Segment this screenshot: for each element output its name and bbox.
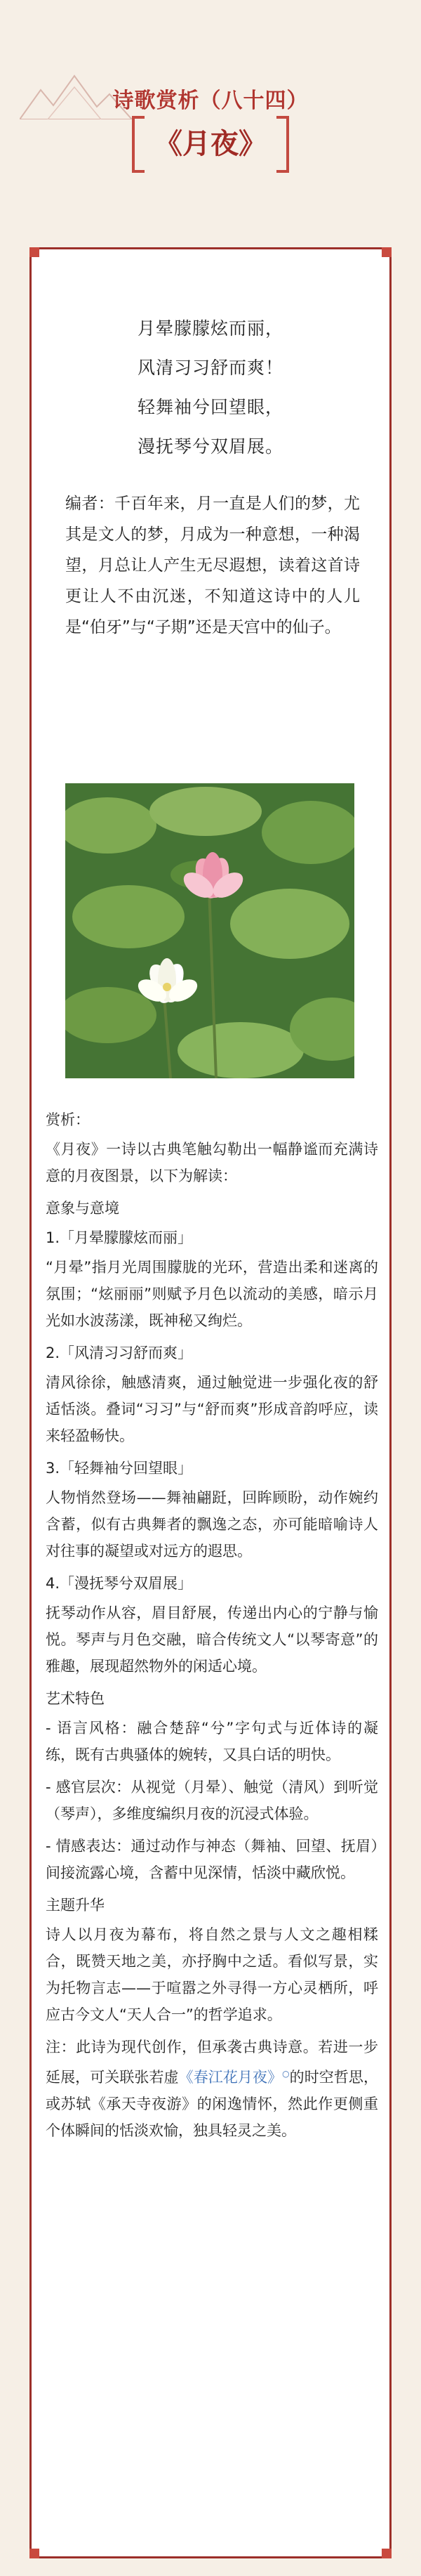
lotus-photo	[65, 783, 354, 1078]
theme-text: 诗人以月夜为幕布，将自然之景与人文之趣相糅合，既赞天地之美，亦抒胸中之适。看似写景，实为托物言志——于喧嚣之外寻得一方心灵栖所，呼应古今文人“天人合一”的哲学追求。	[46, 1926, 378, 2023]
section-heading: 艺术特色	[46, 1690, 105, 1707]
corner-ornament	[29, 247, 39, 257]
note-paragraph	[46, 2034, 378, 2144]
corner-ornament	[382, 247, 392, 257]
corner-ornament	[382, 2549, 392, 2558]
item-heading: 1.「月晕朦朦炫而丽」	[46, 1229, 193, 1246]
footnote-marker: ○	[282, 2069, 290, 2079]
note-prefix: 注：此诗为现代创作，但承袭古典诗意。若进一步延展，可关联张若虚	[46, 2039, 378, 2086]
item-heading: 2.「风清习习舒而爽」	[46, 1345, 193, 1361]
poem-title: 《月夜》	[135, 116, 286, 167]
appreciation-section	[46, 1106, 378, 2150]
poem-line: 风清习习舒而爽！	[137, 358, 283, 378]
poem-line: 月晕朦朦炫而丽，	[137, 318, 283, 339]
feature-item: - 语言风格：融合楚辞“兮”字句式与近体诗的凝练，既有古典骚体的婉转，又具白话的明快。	[46, 1720, 378, 1763]
note-suffix: 的时空哲思，或苏轼《承天寺夜游》的闲逸情怀，然此作更侧重个体瞬间的恬淡欢愉，独具轻灵之美。	[46, 2069, 379, 2139]
poem-line: 漫抚琴兮双眉展。	[137, 436, 283, 457]
corner-ornament	[29, 2549, 39, 2558]
editor-note: 编者：千百年来，月一直是人们的梦，尤其是文人的梦，月成为一种意想，一种渴望，月总让人产生无尽遐想，读着这首诗更让人不由沉迷，不知道这诗中的人儿是“伯牙”与“子期”还是天宫中的仙子。	[65, 495, 360, 636]
feature-item: - 感官层次：从视觉（月晕）、触觉（清风）到听觉（琴声），多维度编织月夜的沉浸式体验。	[46, 1779, 378, 1822]
appreciation-intro: 《月夜》一诗以古典笔触勾勒出一幅静谧而充满诗意的月夜图景，以下为解读：	[46, 1141, 378, 1184]
poem-body	[32, 309, 389, 466]
item-text: 清风徐徐，触感清爽，通过触觉进一步强化夜的舒适恬淡。叠词“习习”与“舒而爽”形成音韵呼应，读来轻盈畅快。	[46, 1374, 378, 1444]
item-text: “月晕”指月光周围朦胧的光环，营造出柔和迷离的氛围；“炫丽丽”则赋予月色以流动的美感，暗示月光如水波荡漾，既神秘又绚烂。	[46, 1259, 378, 1329]
section-heading: 意象与意境	[46, 1200, 119, 1217]
series-subtitle: 诗歌赏析（八十四）	[112, 89, 309, 113]
note-link[interactable]: 《春江花月夜》	[178, 2069, 283, 2086]
header	[0, 0, 421, 246]
item-heading: 3.「轻舞袖兮回望眼」	[46, 1460, 193, 1477]
title-wrap	[0, 116, 421, 167]
section-heading: 主题升华	[46, 1897, 105, 1914]
content-card	[29, 247, 392, 2558]
feature-item: - 情感表达：通过动作与神态（舞袖、回望、抚眉）间接流露心境，含蓄中见深情，恬淡中藏欣悦。	[46, 1838, 378, 1881]
poem-line: 轻舞袖兮回望眼，	[137, 397, 283, 417]
item-text: 抚琴动作从容，眉目舒展，传递出内心的宁静与愉悦。琴声与月色交融，暗合传统文人“以琴寄意”的雅趣，展现超然物外的闲适心境。	[46, 1604, 378, 1675]
item-text: 人物悄然登场——舞袖翩跹，回眸顾盼，动作婉约含蓄，似有古典舞者的飘逸之态，亦可能暗喻诗人对往事的凝望或对远方的遐思。	[46, 1489, 378, 1560]
appreciation-label: 赏析：	[46, 1111, 90, 1128]
item-heading: 4.「漫抚琴兮双眉展」	[46, 1575, 193, 1592]
